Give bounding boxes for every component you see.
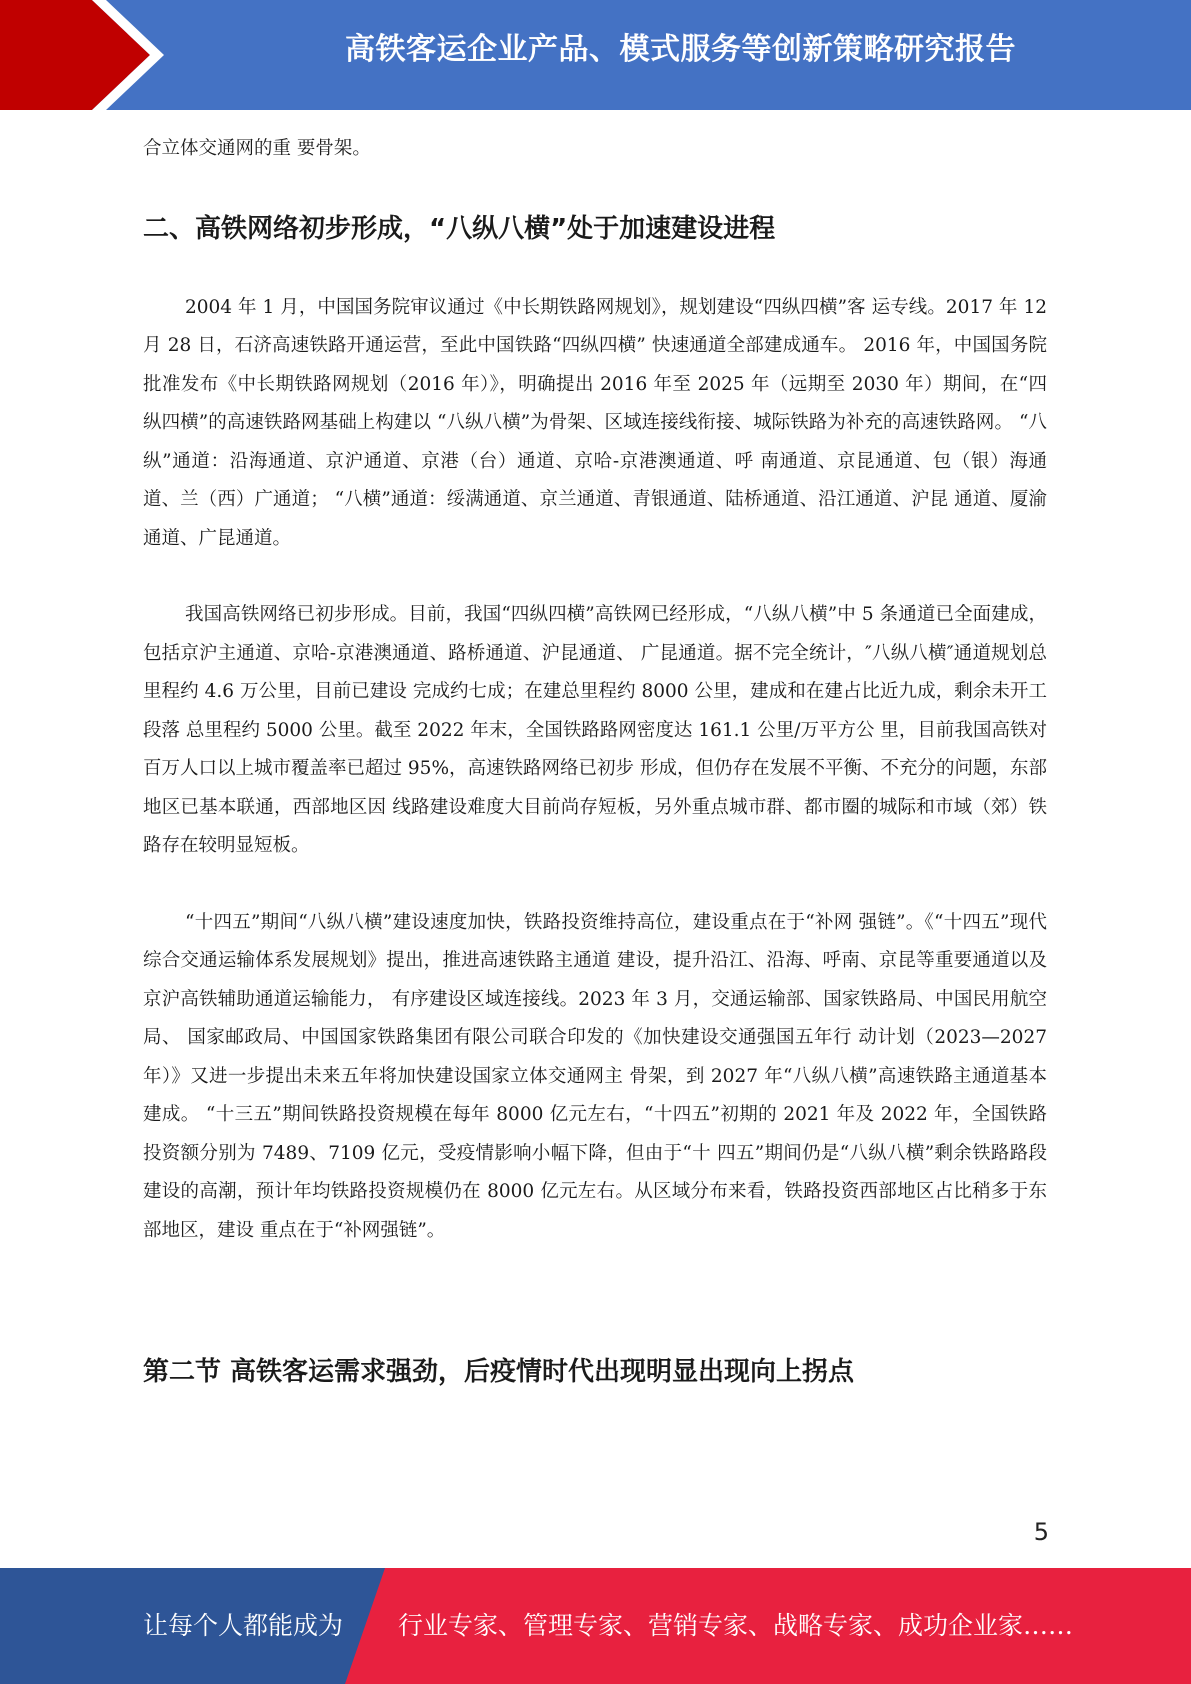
paragraph: “十四五”期间“八纵八横”建设速度加快，铁路投资维持高位，建设重点在于“补网 强链”。《“十四五”现代综合交通运输体系发展规划》提出，推进高速铁路主通道 建设，提升沿江、沿海、呼南、京昆等重要通道以及京沪高铁辅助通道运输能力， 有序建设区域连接线。2023 年 3 月，交通运输部、国家铁路局、中国民用航空局、 国家邮政局、中国国家铁路集团有限公司联合印发的《加快建设交通强国五年行 动计划（2023—2027 年）》又进一步提出未来五年将加快建设国家立体交通网主 骨架，到 2027 年“八纵八横”高速铁路主通道基本建成。 “十三五”期间铁路投资规模在每年 8000 亿元左右，“十四五”初期的 2021 年及 2022 年，全国铁路投资额分别为 7489、7109 亿元，受疫情影响小幅下降，但由于“十 四五”期间仍是“八纵八横”剩余铁路路段建设的高潮，预计年均铁路投资规模仍在 8000 亿元左右。从区域分布来看，铁路投资西部地区占比稍多于东部地区，建设 重点在于“补网强链”。 bbox=[143, 911, 1047, 1241]
footer-slogan-left: 让每个人都能成为 bbox=[143, 1611, 344, 1640]
header-title: 高铁客运企业产品、模式服务等创新策略研究报告 bbox=[345, 32, 1016, 67]
paragraph: 我国高铁网络已初步形成。目前，我国“四纵四横”高铁网已经形成，“八纵八横”中 5 条通道已全面建成，包括京沪主通道、京哈-京港澳通道、路桥通道、沪昆通道、 广昆通道。据不完全统计，″八纵八横″通道规划总里程约 4.6 万公里，目前已建设 完成约七成；在建总里程约 8000 公里，建成和在建占比近九成，剩余未开工段落 总里程约 5000 公里。截至 2022 年末，全国铁路路网密度达 161.1 公里/万平方公 里，目前我国高铁对百万人口以上城市覆盖率已超过 95%，高速铁路网络已初步 形成，但仍存在发展不平衡、不充分的问题，东部地区已基本联通，西部地区因 线路建设难度大目前尚存短板，另外重点城市群、都市圈的城际和市域（郊）铁 路存在较明显短板。 bbox=[143, 604, 1047, 856]
section-heading-2: 第二节 高铁客运需求强劲，后疫情时代出现明显出现向上拐点 bbox=[143, 1357, 855, 1387]
continuation-text: 合立体交通网的重 要骨架。 bbox=[143, 138, 371, 159]
page-footer bbox=[0, 1568, 1191, 1684]
paragraph: 2004 年 1 月，中国国务院审议通过《中长期铁路网规划》，规划建设“四纵四横”客 运专线。2017 年 12 月 28 日，石济高速铁路开通运营，至此中国铁路“四纵四横” 快速通道全部建成通车。 2016 年，中国国务院批准发布《中长期铁路网规划（2016 年）》，明确提出 2016 年至 2025 年（远期至 2030 年）期间，在“四纵四横”的高速铁路网基础上构建以 “八纵八横”为骨架、区域连接线衔接、城际铁路为补充的高速铁路网。 “八纵”通道：沿海通道、京沪通道、京港（台）通道、京哈-京港澳通道、呼 南通道、京昆通道、包（银）海通道、兰（西）广通道； “八横”通道：绥满通道、京兰通道、青银通道、陆桥通道、沿江通道、沪昆 通道、厦渝通道、广昆通道。 bbox=[143, 296, 1047, 549]
footer-slogan-right: 行业专家、管理专家、营销专家、战略专家、成功企业家…… bbox=[398, 1611, 1074, 1640]
section-heading: 二、高铁网络初步形成，“八纵八横”处于加速建设进程 bbox=[143, 213, 776, 244]
page-number: 5 bbox=[1033, 1518, 1049, 1546]
document-body bbox=[143, 130, 1047, 1392]
page-header bbox=[0, 0, 1191, 110]
